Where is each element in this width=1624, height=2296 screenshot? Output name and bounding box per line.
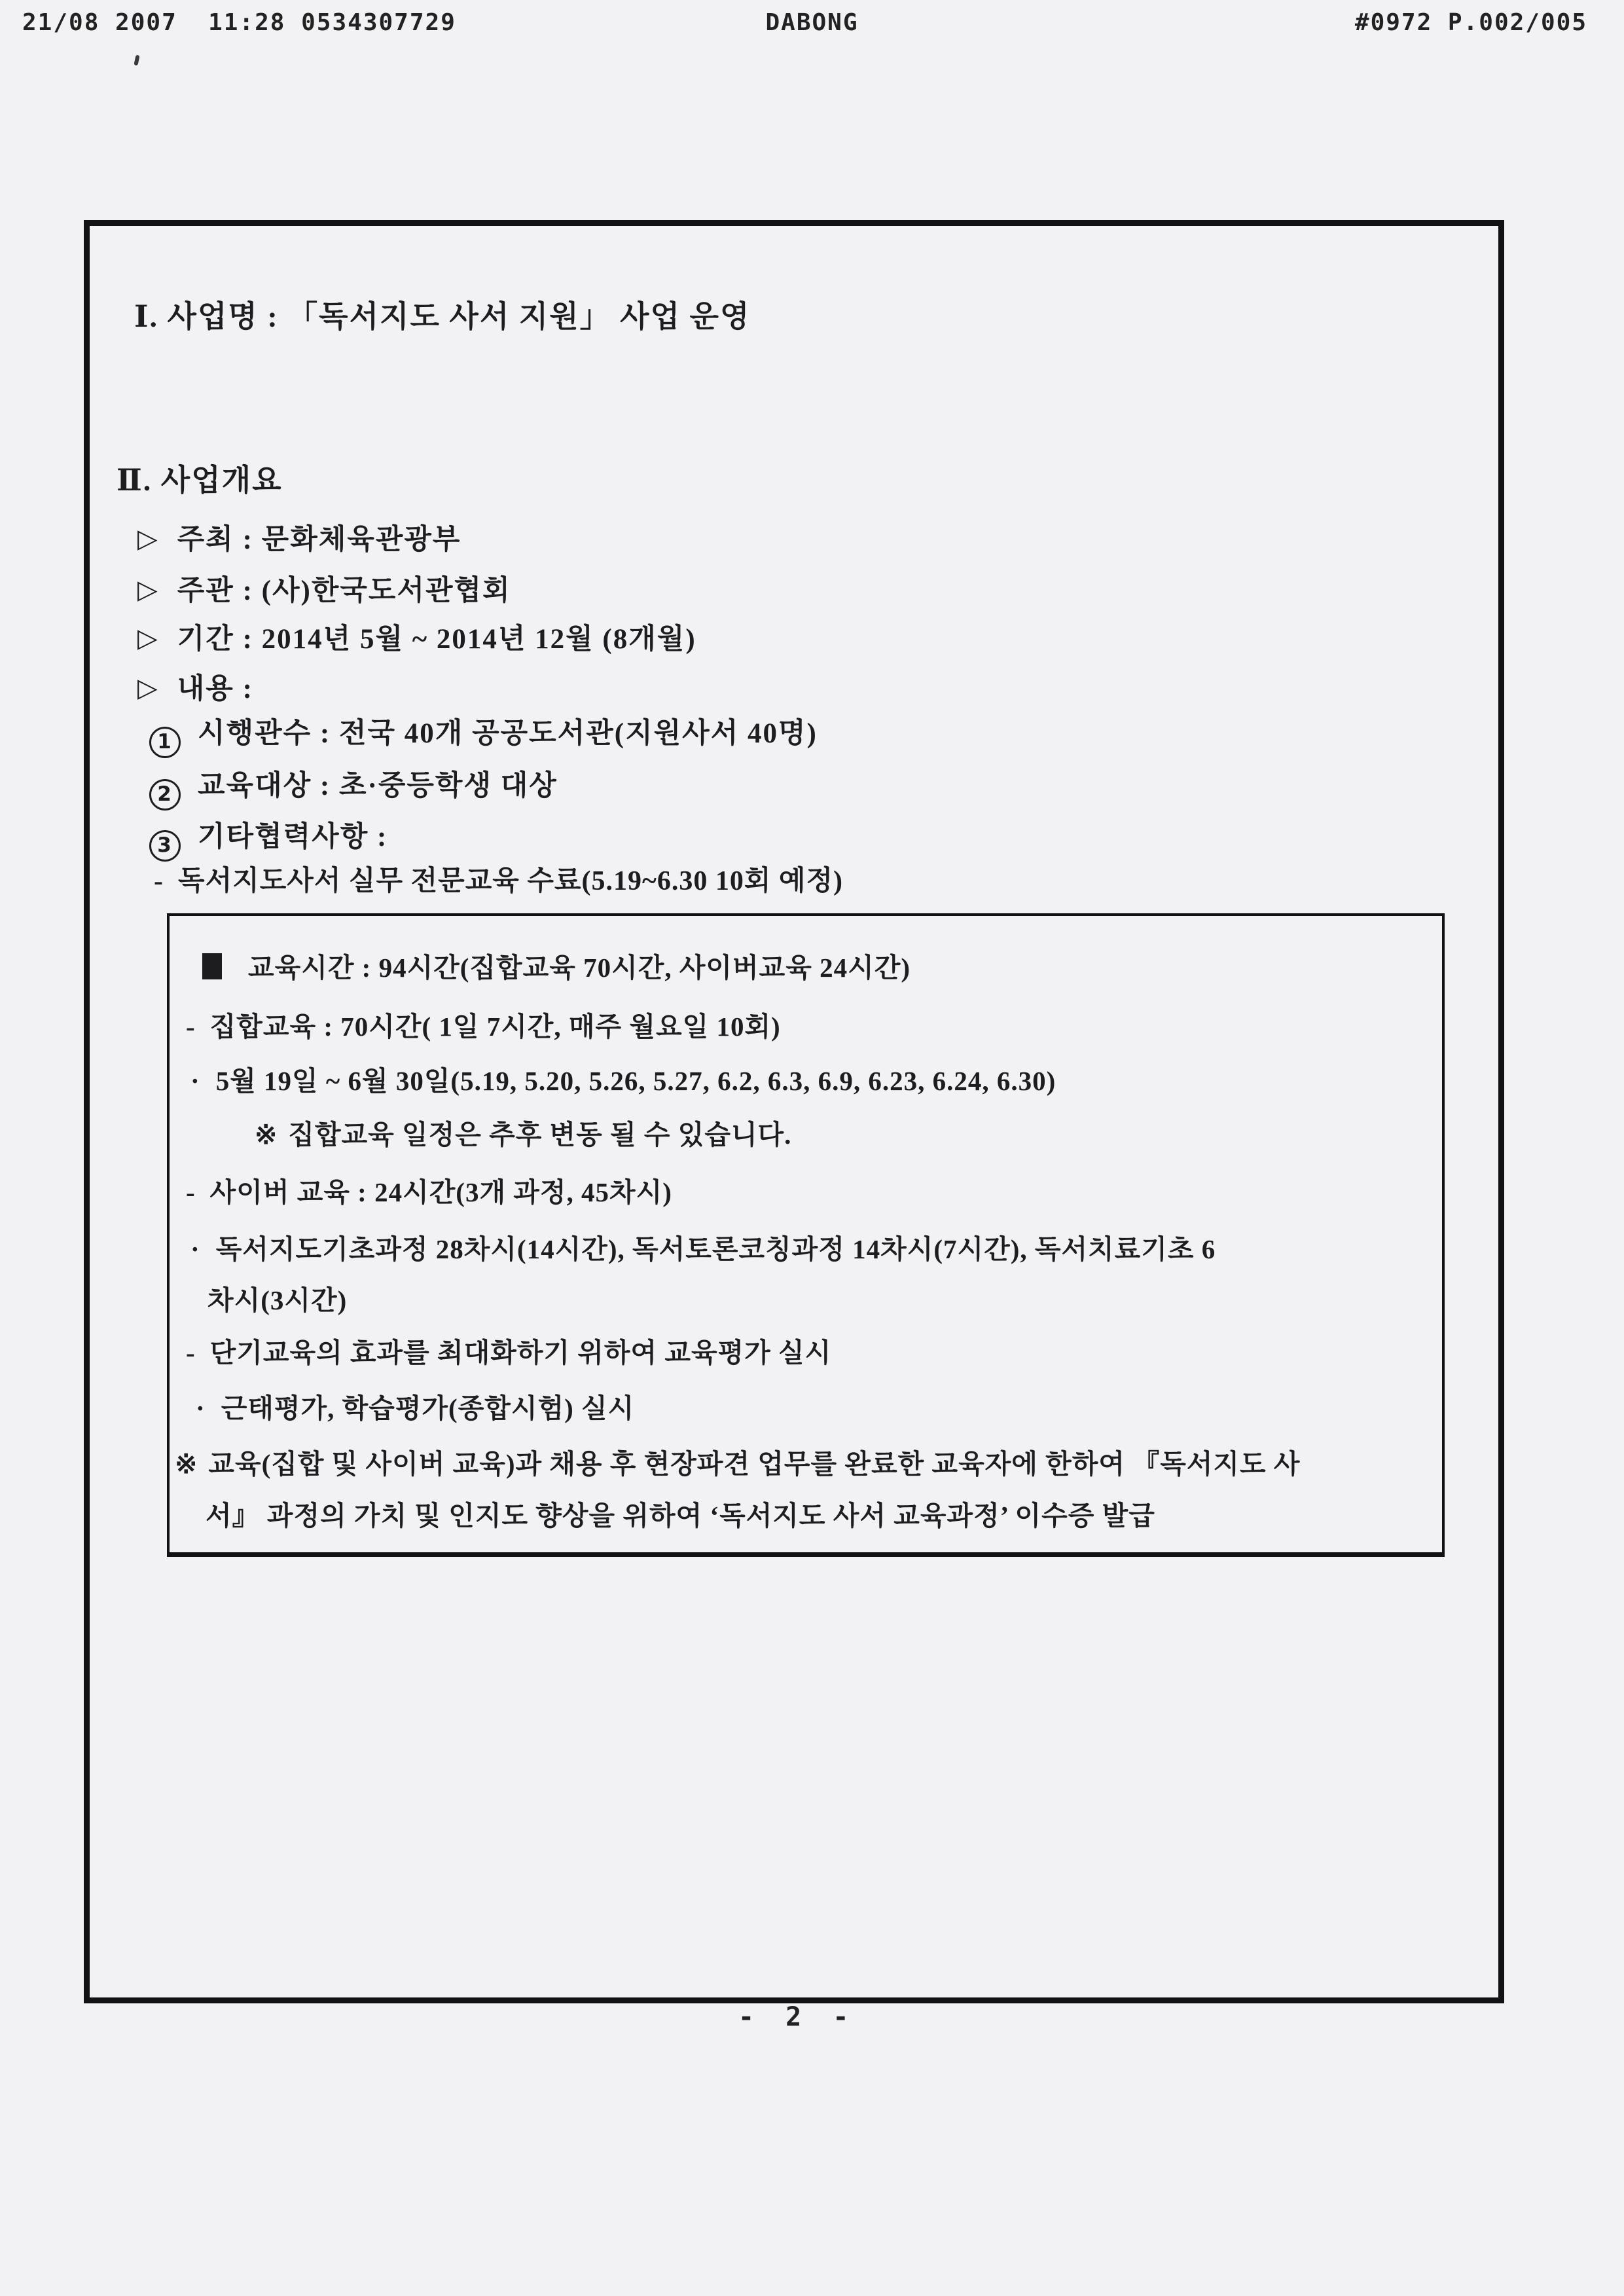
fax-datetime-number: 21/08 2007 11:28 0534307729 <box>22 9 456 36</box>
bullet-text: 기간 : 2014년 5월 ~ 2014년 12월 (8개월) <box>177 624 696 655</box>
bullet-text: 내용 : <box>177 674 253 704</box>
dash-note-text: 독서지도사서 실무 전문교육 수료(5.19~6.30 10회 예정) <box>178 866 844 896</box>
section1-title: Ⅰ. 사업명 : 「독서지도 사서 지원」 사업 운영 <box>134 300 751 333</box>
bullet-period <box>137 623 696 655</box>
numbered-item-2 <box>149 770 558 811</box>
circled-number-icon: 3 <box>149 830 181 862</box>
info-line-total-hours <box>202 953 911 983</box>
section2-heading: Ⅱ. 사업개요 <box>117 464 283 497</box>
triangle-bullet-icon: ▷ <box>137 623 159 653</box>
info-text: 5월 19일 ~ 6월 30일(5.19, 5.20, 5.26, 5.27, 6.2, 6.3, 6.9, 6.23, 6.24, 6.30) <box>215 1066 1056 1096</box>
info-text: 단기교육의 효과를 최대화하기 위하여 교육평가 실시 <box>209 1338 832 1368</box>
bullet-host <box>137 524 461 556</box>
dot-bullet-icon: · <box>196 1393 206 1423</box>
dash-bullet-icon: - <box>154 866 164 896</box>
info-text: 교육시간 : 94시간(집합교육 70시간, 사이버교육 24시간) <box>248 953 911 983</box>
info-text: 집합교육 : 70시간( 1일 7시간, 매주 월요일 10회) <box>209 1011 781 1042</box>
reference-mark-icon: ※ <box>255 1120 278 1150</box>
numbered-text: 교육대상 : 초·중등학생 대상 <box>198 771 558 801</box>
info-text: 교육(집합 및 사이버 교육)과 채용 후 현장파견 업무를 완료한 교육자에 한하여 『독서지도 사 <box>208 1449 1301 1479</box>
numbered-text: 기타협력사항 : <box>198 822 388 852</box>
dash-bullet-icon: - <box>186 1338 196 1368</box>
info-line-certificate-cont <box>206 1501 1155 1531</box>
info-line-group-training <box>186 1011 781 1042</box>
bullet-text: 주최 : 문화체육관광부 <box>177 524 461 555</box>
document-frame <box>84 220 1504 2003</box>
info-line-cyber-training <box>186 1177 672 1208</box>
scan-speck <box>134 55 139 66</box>
square-bullet-icon <box>202 953 222 979</box>
info-text: 사이버 교육 : 24시간(3개 과정, 45차시) <box>209 1177 672 1207</box>
bullet-contents <box>137 673 253 705</box>
info-text: 근태평가, 학습평가(종합시험) 실시 <box>221 1393 635 1423</box>
info-text: 차시(3시간) <box>208 1285 348 1315</box>
info-line-schedule <box>190 1066 1056 1097</box>
dash-bullet-icon: - <box>186 1011 196 1042</box>
circled-number-icon: 2 <box>149 779 181 811</box>
info-line-courses <box>190 1234 1216 1265</box>
dash-bullet-icon: - <box>186 1177 196 1207</box>
info-text: 독서지도기초과정 28차시(14시간), 독서토론코칭과정 14차시(7시간), 독서치료기초 6 <box>215 1234 1216 1264</box>
info-line-schedule-note <box>255 1120 791 1150</box>
numbered-item-3 <box>149 821 388 862</box>
triangle-bullet-icon: ▷ <box>137 673 159 703</box>
numbered-item-1 <box>149 718 818 758</box>
dash-note <box>154 866 843 897</box>
info-text: 서』 과정의 가치 및 인지도 향상을 위하여 ‘독서지도 사서 교육과정’ 이수증 발급 <box>206 1501 1155 1531</box>
fax-station-name: DABONG <box>765 9 859 36</box>
info-line-evaluation-detail <box>196 1393 634 1424</box>
circled-number-icon: 1 <box>149 727 181 758</box>
page-number: - 2 - <box>738 2002 857 2032</box>
numbered-text: 시행관수 : 전국 40개 공공도서관(지원사서 40명) <box>198 718 818 749</box>
fax-transmission-header <box>0 9 1624 42</box>
dot-bullet-icon: · <box>190 1234 200 1264</box>
triangle-bullet-icon: ▷ <box>137 575 159 605</box>
dot-bullet-icon: · <box>190 1066 200 1096</box>
info-line-courses-cont <box>208 1285 347 1316</box>
education-info-box <box>167 913 1445 1557</box>
triangle-bullet-icon: ▷ <box>137 524 159 554</box>
bullet-organizer <box>137 575 511 607</box>
bullet-text: 주관 : (사)한국도서관협회 <box>177 575 511 606</box>
info-line-certificate <box>175 1449 1300 1480</box>
reference-mark-icon: ※ <box>175 1449 198 1479</box>
fax-page-counter: #0972 P.002/005 <box>1354 9 1587 36</box>
info-line-evaluation <box>186 1338 831 1368</box>
info-text: 집합교육 일정은 추후 변동 될 수 있습니다. <box>288 1120 792 1150</box>
